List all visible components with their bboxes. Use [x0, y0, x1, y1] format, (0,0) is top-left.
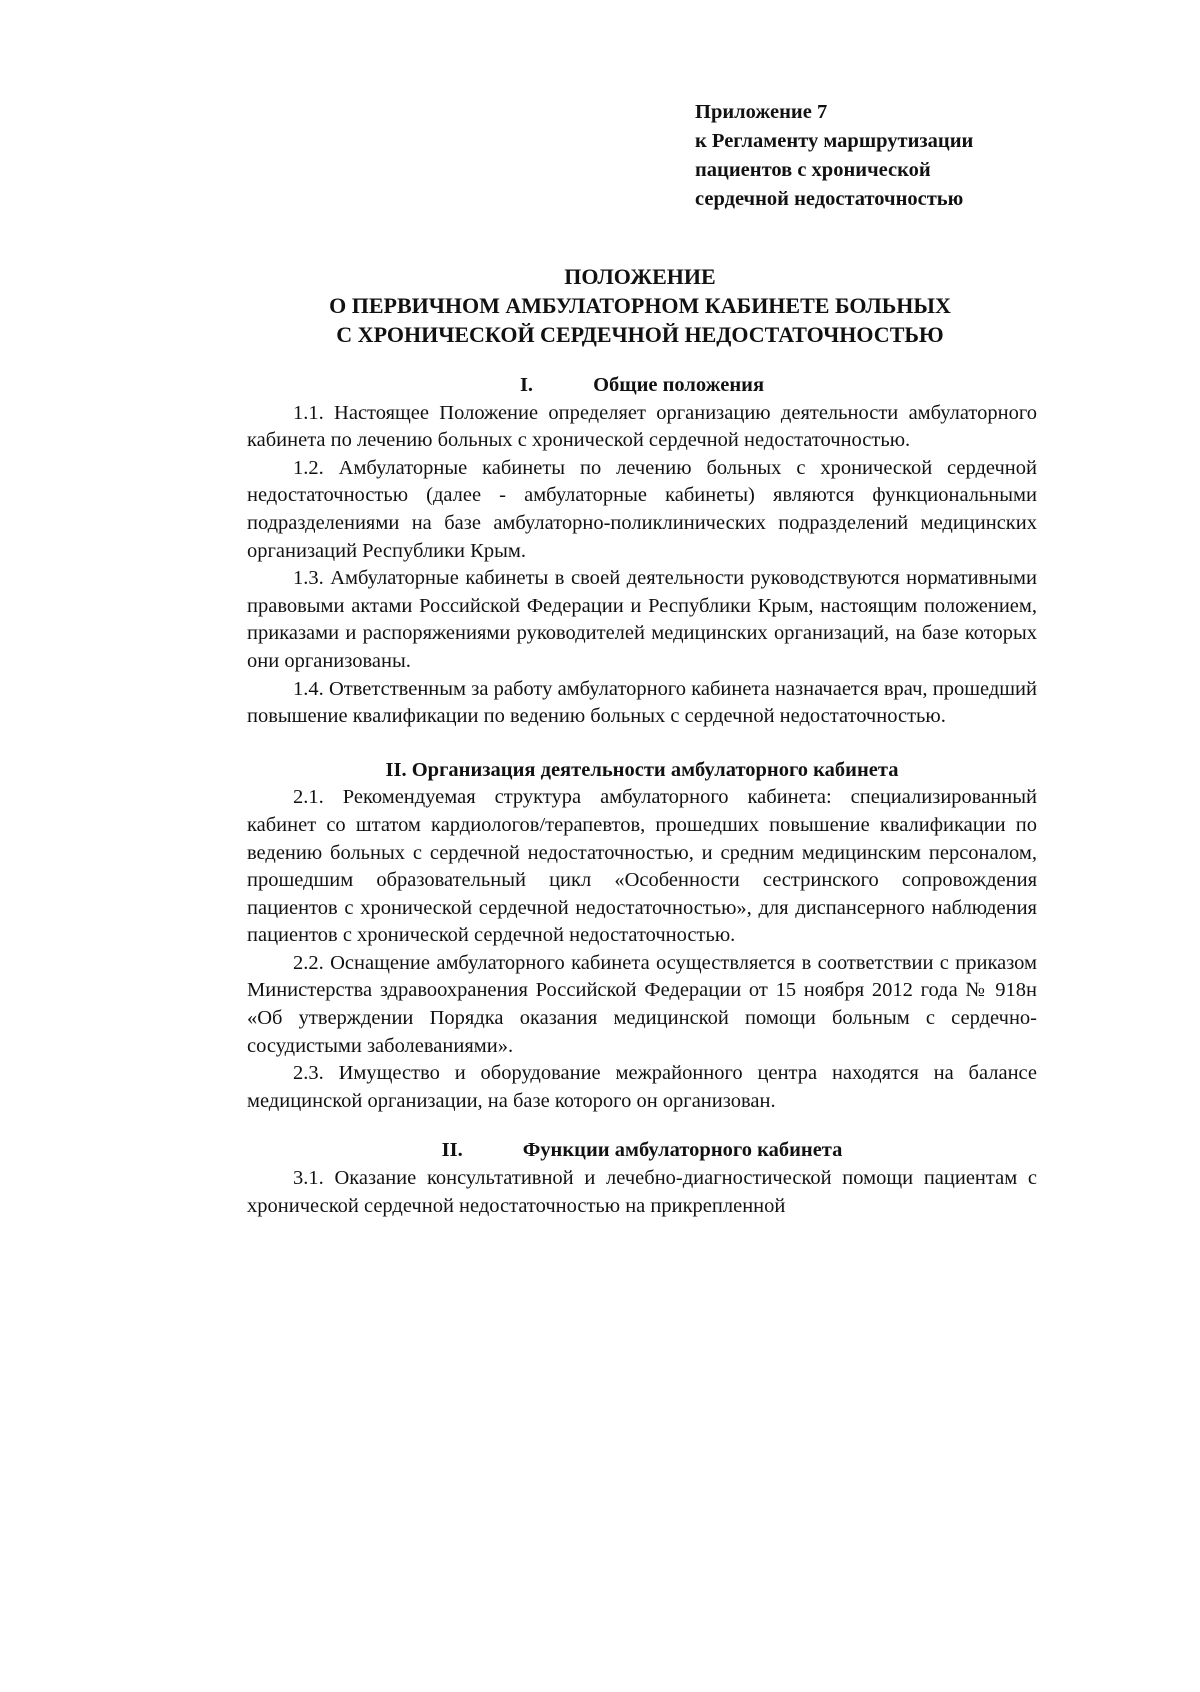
- document-title: [240, 262, 1040, 349]
- section-1-title: Общие положения: [593, 374, 765, 396]
- document-body: [247, 372, 1037, 1220]
- paragraph-1-2: 1.2. Амбулаторные кабинеты по лечению больных с хронической сердечной недостаточностью (далее - амбулаторные кабинеты) являются функциональными подразделениями на базе амбулаторно-поликлинических подразделений медицинских организаций Республики Крым.: [247, 456, 1037, 562]
- title-line-1: ПОЛОЖЕНИЕ: [564, 264, 716, 289]
- spacer: [247, 731, 1037, 757]
- paragraph-2-1: 2.1. Рекомендуемая структура амбулаторного кабинета: специализированный кабинет со штатом кардиологов/терапевтов, прошедших повышение квалификации по ведению больных с сердечной недостаточностью, и средним медицинским персоналом, прошедшим образовательный цикл «Особенности сестринского сопровождения пациентов с хронической сердечной недостаточностью», для диспансерного наблюдения пациентов с хронической сердечной недостаточностью.: [247, 786, 1037, 947]
- title-line-3: С ХРОНИЧЕСКОЙ СЕРДЕЧНОЙ НЕДОСТАТОЧНОСТЬЮ: [336, 322, 944, 347]
- annex-line-4: сердечной недостаточностью: [695, 188, 964, 210]
- paragraph-1-4: 1.4. Ответственным за работу амбулаторного кабинета назначается врач, прошедший повышение квалификации по ведению больных с сердечной недостаточностью.: [247, 677, 1037, 728]
- title-line-2: О ПЕРВИЧНОМ АМБУЛАТОРНОМ КАБИНЕТЕ БОЛЬНЫХ: [329, 293, 951, 318]
- annex-block: [695, 98, 1115, 214]
- section-2-heading: II. Организация деятельности амбулаторного кабинета: [385, 758, 899, 781]
- section-3-number: II.: [441, 1139, 463, 1162]
- section-3-title: Функции амбулаторного кабинета: [522, 1139, 843, 1162]
- annex-line-3: пациентов с хронической: [695, 159, 931, 181]
- paragraph-1-3: 1.3. Амбулаторные кабинеты в своей деятельности руководствуются нормативными правовыми актами Российской Федерации и Республики Крым, настоящим положением, приказами и распоряжениями руководителей медицинских организаций, на базе которых они организованы.: [247, 567, 1037, 672]
- section-1-number: I.: [519, 374, 534, 396]
- section-1-heading: [247, 372, 1037, 400]
- paragraph-1-1: 1.1. Настоящее Положение определяет организацию деятельности амбулаторного кабинета по лечению больных с хронической сердечной недостаточностью.: [247, 401, 1037, 452]
- paragraph-2-2: 2.2. Оснащение амбулаторного кабинета осуществляется в соответствии с приказом Министерства здравоохранения Российской Федерации от 15 ноября 2012 года № 918н «Об утверждении Порядка оказания медицинской помощи больным с сердечно-сосудистыми заболеваниями».: [247, 951, 1037, 1057]
- annex-line-2: к Регламенту маршрутизации: [695, 130, 974, 152]
- paragraph-3-1: 3.1. Оказание консультативной и лечебно-диагностической помощи пациентам с хронической сердечной недостаточностью на прикрепленной: [247, 1167, 1037, 1217]
- paragraph-2-3: 2.3. Имущество и оборудование межрайонного центра находятся на балансе медицинской организации, на базе которого он организован.: [247, 1062, 1037, 1112]
- spacer: [247, 1115, 1037, 1137]
- section-3-heading: [247, 1137, 1037, 1165]
- annex-line-1: Приложение 7: [695, 101, 828, 123]
